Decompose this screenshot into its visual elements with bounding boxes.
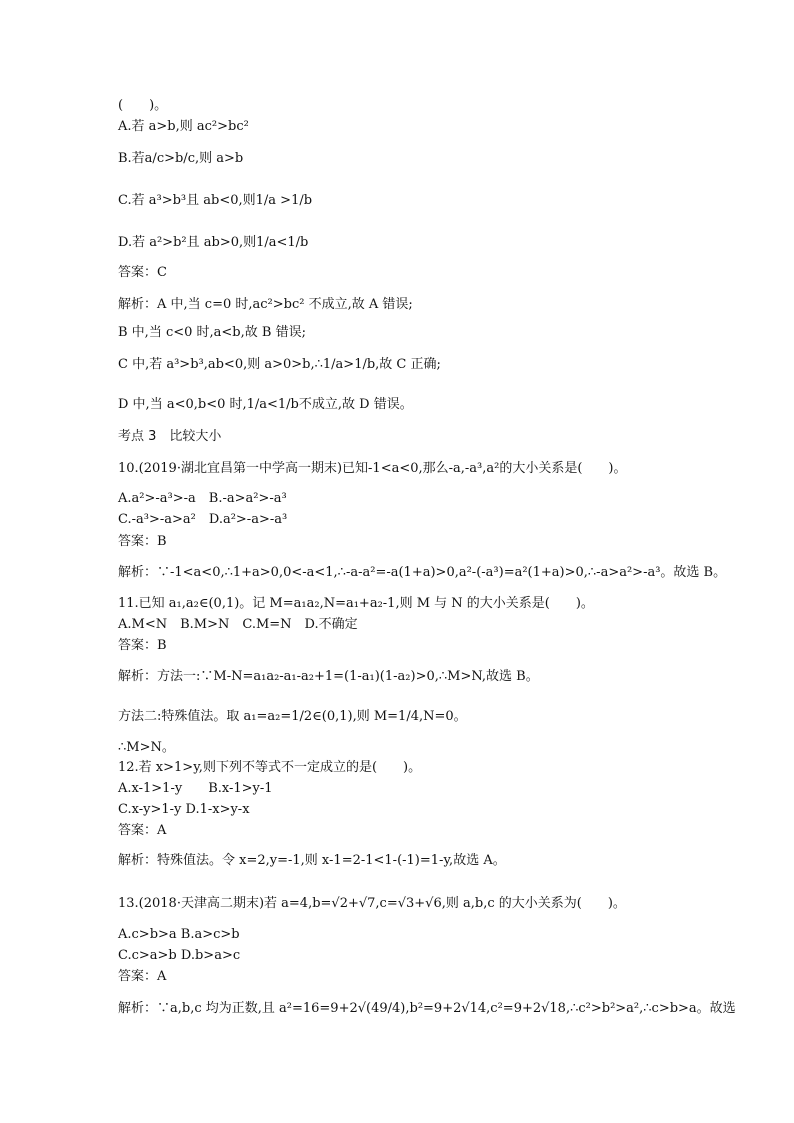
q11-stem: 11.已知 a₁,a₂∈(0,1)。记 M=a₁a₂,N=a₁+a₂-1,则 M 与 N 的大小关系是( )。 (118, 596, 594, 611)
q10-options-ab: A.a²>-a³>-a B.-a>a²>-a³ (118, 491, 287, 506)
q12-options-cd: C.x-y>1-y D.1-x>y-x (118, 802, 250, 817)
q12-answer: 答案：A (118, 823, 167, 838)
q9-answer: 答案：C (118, 265, 167, 280)
q13-analysis: 解析：∵a,b,c 均为正数,且 a²=16=9+2√(49/4),b²=9+2√14,c²=9+2√18,∴c²>b²>a²,∴c>b>a。故选 (118, 1001, 736, 1016)
q12-stem: 12.若 x>1>y,则下列不等式不一定成立的是( )。 (118, 760, 422, 775)
q11-analysis-3: ∴M>N。 (118, 740, 175, 755)
q13-options-cd: C.c>a>b D.b>a>c (118, 948, 241, 963)
q9-option-b: B.若a/c>b/c,则 a>b (118, 151, 244, 166)
q13-stem: 13.(2018·天津高二期末)若 a=4,b=√2+√7,c=√3+√6,则 a,b,c 的大小关系为( )。 (118, 896, 626, 911)
q9-stem-end: ( )。 (118, 98, 168, 113)
q13-options-ab: A.c>b>a B.a>c>b (118, 927, 240, 942)
q9-option-a: A.若 a>b,则 ac²>bc² (118, 119, 249, 134)
q11-analysis-1: 解析：方法一:∵M-N=a₁a₂-a₁-a₂+1=(1-a₁)(1-a₂)>0,∴M>N,故选 B。 (118, 669, 539, 684)
q11-answer: 答案：B (118, 638, 167, 653)
q9-analysis-b: B 中,当 c<0 时,a<b,故 B 错误; (118, 325, 306, 340)
q9-analysis-a: 解析：A 中,当 c=0 时,ac²>bc² 不成立,故 A 错误; (118, 297, 413, 312)
q9-option-d: D.若 a²>b²且 ab>0,则1/a<1/b (118, 235, 309, 250)
q10-analysis: 解析：∵-1<a<0,∴1+a>0,0<-a<1,∴-a-a²=-a(1+a)>0,a²-(-a³)=a²(1+a)>0,∴-a>a²>-a³。故选 B。 (118, 565, 727, 580)
q12-options-ab: A.x-1>1-y B.x-1>y-1 (118, 781, 273, 796)
q11-analysis-2: 方法二:特殊值法。取 a₁=a₂=1/2∈(0,1),则 M=1/4,N=0。 (118, 709, 467, 724)
q9-option-c: C.若 a³>b³且 ab<0,则1/a >1/b (118, 193, 313, 208)
q10-answer: 答案：B (118, 534, 167, 549)
q11-options: A.M<N B.M>N C.M=N D.不确定 (118, 617, 358, 632)
q10-options-cd: C.-a³>-a>a² D.a²>-a>-a³ (118, 512, 288, 527)
q10-stem: 10.(2019·湖北宜昌第一中学高一期末)已知-1<a<0,那么-a,-a³,a²的大小关系是( )。 (118, 461, 627, 476)
q13-answer: 答案：A (118, 969, 167, 984)
q9-analysis-c: C 中,若 a³>b³,ab<0,则 a>0>b,∴1/a>1/b,故 C 正确; (118, 357, 441, 372)
section-heading: 考点 3 比较大小 (118, 429, 222, 444)
q12-analysis: 解析：特殊值法。令 x=2,y=-1,则 x-1=2-1<1-(-1)=1-y,故选 A。 (118, 853, 506, 868)
q9-analysis-d: D 中,当 a<0,b<0 时,1/a<1/b不成立,故 D 错误。 (118, 397, 413, 412)
